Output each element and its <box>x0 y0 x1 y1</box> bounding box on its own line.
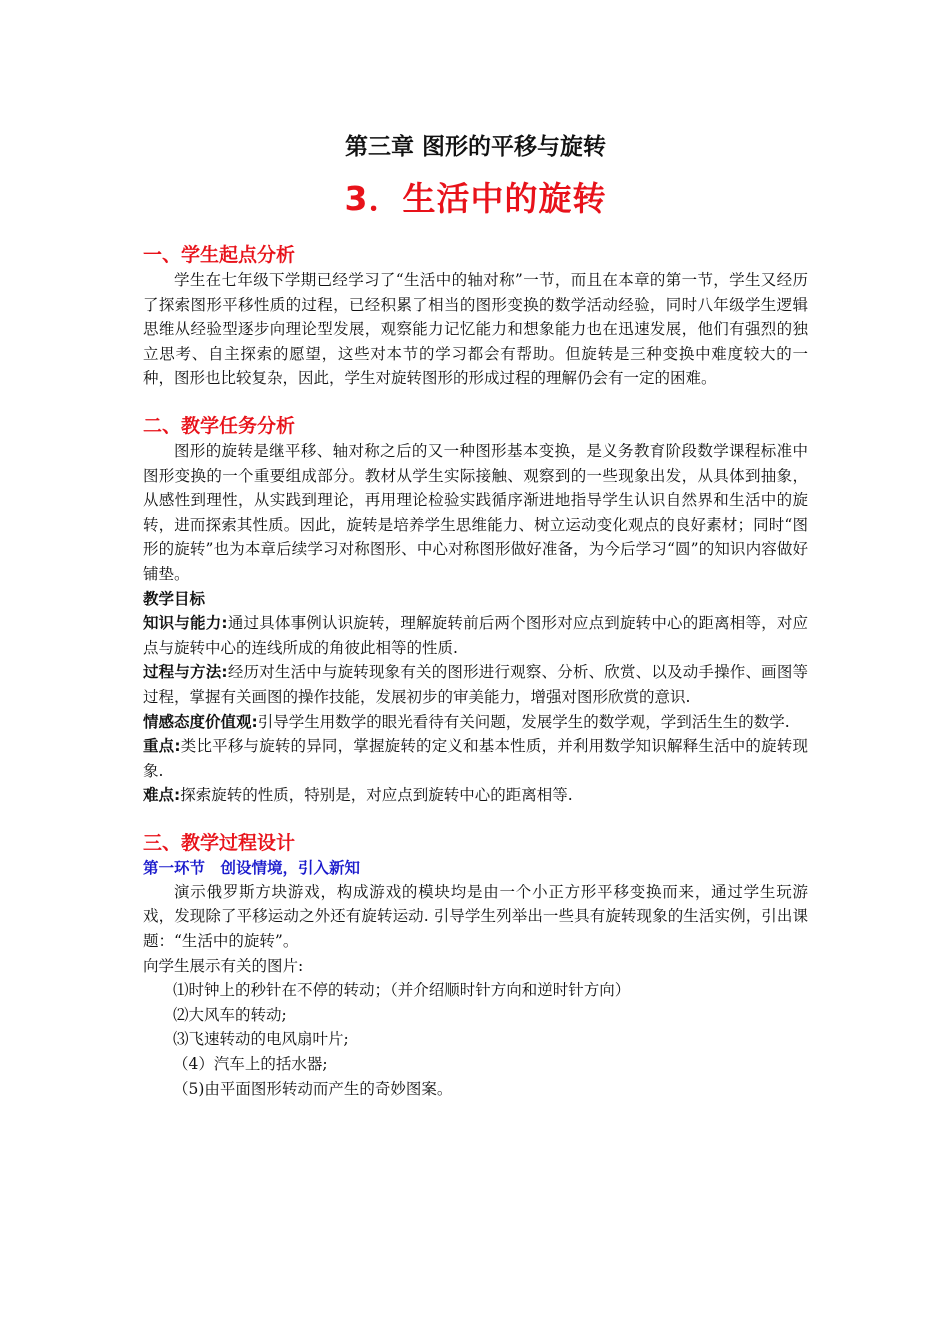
list-item: ⑴时钟上的秒针在不停的转动；（并介绍顺时针方向和逆时针方向） <box>173 981 631 1000</box>
goal-label: 重点: <box>143 737 181 756</box>
goal-text: 引导学生用数学的眼光看待有关问题，发展学生的数学观，学到活生生的数学. <box>257 712 790 731</box>
goal-text: 类比平移与旋转的异同，掌握旋转的定义和基本性质，并利用数学知识解释生活中的旋转现象. <box>143 737 808 780</box>
goal-label: 难点: <box>143 786 181 805</box>
document-page <box>143 130 808 1101</box>
goal-text: 通过具体事例认识旋转，理解旋转前后两个图形对应点到旋转中心的距离相等，对应点与旋转中心的连线所成的角彼此相等的性质. <box>143 614 808 657</box>
chapter-title: 第三章 图形的平移与旋转 <box>344 134 606 160</box>
goal-label: 知识与能力: <box>143 614 228 633</box>
list-item: ⑶飞速转动的电风扇叶片; <box>173 1030 349 1049</box>
section-heading-student-analysis: 一、学生起点分析 <box>143 244 296 266</box>
goal-label: 过程与方法: <box>143 663 228 682</box>
goal-text: 探索旋转的性质，特别是，对应点到旋转中心的距离相等. <box>180 786 573 805</box>
section-heading-process-design: 三、教学过程设计 <box>143 831 296 854</box>
list-item: ⑵大风车的转动; <box>173 1005 287 1024</box>
section-heading-task-analysis: 二、教学任务分析 <box>143 414 296 437</box>
section-paragraph-student-analysis: 学生在七年级下学期已经学习了“生活中的轴对称”一节，而且在本章的第一节，学生又经历了探索图形平移性质的过程，已经积累了相当的图形变换的数学活动经验，同时八年级学生逻辑思维从经验型逐步向理论型发展，观察能力记忆能力和想象能力也在迅速发展，他们有强烈的独立思考、自主探索的愿望，这些对本节的学习都会有帮助。但旋转是三种变换中难度较大的一种，图形也比较复杂，因此，学生对旋转图形的形成过程的理解仍会有一定的困难。 <box>143 271 808 388</box>
goal-label: 情感态度价值观: <box>143 712 258 731</box>
step1-paragraph: 演示俄罗斯方块游戏，构成游戏的模块均是由一个小正方形平移变换而来，通过学生玩游戏，发现除了平移运动之外还有旋转运动. 引导学生列举出一些具有旋转现象的生活实例，引出课题：“生活中的旋转”。 <box>143 882 808 951</box>
step1-intro-line: 向学生展示有关的图片: <box>143 956 304 975</box>
list-item: （4）汽车上的括水器; <box>173 1055 328 1074</box>
goal-text: 经历对生活中与旋转现象有关的图形进行观察、分析、欣赏、以及动手操作、画图等过程，掌握有关画图的操作技能，发展初步的审美能力，增强对图形欣赏的意识. <box>143 663 808 706</box>
section-paragraph-task-analysis: 图形的旋转是继平移、轴对称之后的又一种图形基本变换，是义务教育阶段数学课程标准中图形变换的一个重要组成部分。教材从学生实际接触、观察到的一些现象出发，从具体到抽象，从感性到理性，从实践到理论，再用理论检验实践循序渐进地指导学生认识自然界和生活中的旋转，进而探索其性质。因此，旋转是培养学生思维能力、树立运动变化观点的良好素材；同时“图形的旋转”也为本章后续学习对称图形、中心对称图形做好准备，为今后学习“圆”的知识内容做好铺垫。 <box>143 441 808 583</box>
goal-attitude <box>143 710 808 735</box>
goal-process <box>143 660 808 709</box>
goal-key-point <box>143 734 808 783</box>
goal-difficulty <box>143 783 808 808</box>
goal-knowledge <box>143 611 808 660</box>
list-item: （5)由平面图形转动而产生的奇妙图案。 <box>173 1079 453 1098</box>
lesson-title: 3．生活中的旋转 <box>344 179 607 218</box>
teaching-goals-label: 教学目标 <box>143 589 206 608</box>
step1-heading: 第一环节 创设情境，引入新知 <box>143 858 361 877</box>
